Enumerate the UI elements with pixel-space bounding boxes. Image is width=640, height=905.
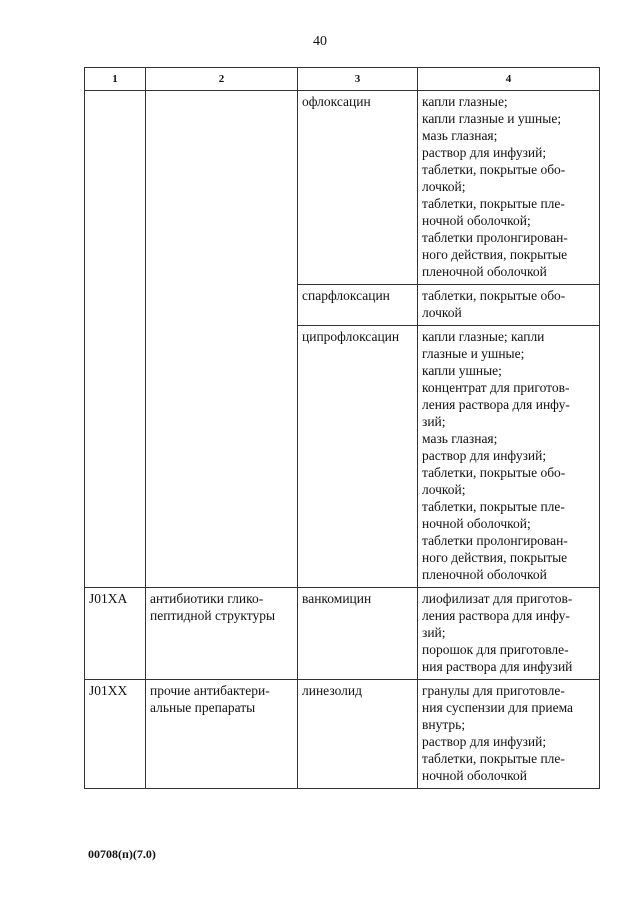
- dosage-form-line: глазные и ушные;: [422, 346, 525, 361]
- dosage-form-line: мазь глазная;: [422, 128, 498, 143]
- dosage-form-line: капли глазные; капли: [422, 329, 545, 344]
- table-header-row: [85, 68, 600, 91]
- dosage-form-line: таблетки, покрытые обо-: [422, 288, 566, 303]
- group-name-line: альные препараты: [150, 700, 256, 715]
- group-name-cell: [146, 91, 298, 588]
- dosage-form-line: таблетки, покрытые пле-: [422, 751, 565, 766]
- column-header-2: 2: [146, 68, 298, 91]
- dosage-form-line: капли глазные;: [422, 94, 508, 109]
- dosage-form-line: пленочной оболочкой: [422, 264, 547, 279]
- drug-name-cell: линезолид: [298, 680, 418, 789]
- atc-code-cell: J01XA: [85, 588, 146, 680]
- dosage-form-line: раствор для инфузий;: [422, 448, 547, 463]
- dosage-form-line: таблетки, покрытые пле-: [422, 499, 565, 514]
- dosage-form-line: лочкой;: [422, 482, 466, 497]
- dosage-form-line: таблетки, покрытые обо-: [422, 162, 566, 177]
- table-row: [85, 588, 600, 680]
- dosage-form-line: пленочной оболочкой: [422, 567, 547, 582]
- group-name-line: пептидной структуры: [150, 608, 276, 623]
- dosage-form-line: ночной оболочкой: [422, 768, 527, 783]
- column-header-1: 1: [85, 68, 146, 91]
- column-header-3: 3: [298, 68, 418, 91]
- drug-name-cell: ципрофлоксацин: [298, 326, 418, 588]
- dosage-form-line: гранулы для приготовле-: [422, 683, 565, 698]
- dosage-form-line: таблетки, покрытые обо-: [422, 465, 566, 480]
- dosage-forms-cell: [418, 91, 600, 285]
- dosage-form-line: ления раствора для инфу-: [422, 397, 570, 412]
- dosage-form-line: зий;: [422, 625, 446, 640]
- atc-code-cell: [85, 91, 146, 588]
- drug-name-cell: офлоксацин: [298, 91, 418, 285]
- table-row: [85, 91, 600, 285]
- group-name-cell: [146, 680, 298, 789]
- dosage-form-line: ления раствора для инфу-: [422, 608, 570, 623]
- dosage-form-line: лиофилизат для приготов-: [422, 591, 573, 606]
- dosage-form-line: капли глазные и ушные;: [422, 111, 562, 126]
- dosage-form-line: лочкой: [422, 305, 462, 320]
- dosage-form-line: ного действия, покрытые: [422, 247, 568, 262]
- dosage-form-line: капли ушные;: [422, 363, 502, 378]
- dosage-form-line: ния суспензии для приема: [422, 700, 574, 715]
- dosage-form-line: зий;: [422, 414, 446, 429]
- drug-list-table: [84, 67, 600, 789]
- dosage-form-line: порошок для приготовле-: [422, 642, 569, 657]
- dosage-form-line: таблетки пролонгирован-: [422, 230, 568, 245]
- dosage-form-line: внутрь;: [422, 717, 466, 732]
- dosage-form-line: раствор для инфузий;: [422, 145, 547, 160]
- group-name-line: прочие антибактери-: [150, 683, 270, 698]
- document-code: 00708(п)(7.0): [88, 847, 156, 861]
- drug-name-cell: ванкомицин: [298, 588, 418, 680]
- dosage-form-line: мазь глазная;: [422, 431, 498, 446]
- column-header-4: 4: [418, 68, 600, 91]
- page-number: 40: [313, 34, 327, 49]
- dosage-form-line: лочкой;: [422, 179, 466, 194]
- dosage-form-line: ночной оболочкой;: [422, 516, 531, 531]
- dosage-form-line: ночной оболочкой;: [422, 213, 531, 228]
- dosage-form-line: ного действия, покрытые: [422, 550, 568, 565]
- dosage-forms-cell: [418, 588, 600, 680]
- table-row: [85, 680, 600, 789]
- group-name-cell: [146, 588, 298, 680]
- dosage-form-line: ния раствора для инфузий: [422, 659, 573, 674]
- group-name-line: антибиотики глико-: [150, 591, 264, 606]
- atc-code-cell: J01XX: [85, 680, 146, 789]
- dosage-form-line: концентрат для приготов-: [422, 380, 570, 395]
- dosage-form-line: раствор для инфузий;: [422, 734, 547, 749]
- dosage-forms-cell: [418, 285, 600, 326]
- dosage-forms-cell: [418, 326, 600, 588]
- drug-name-cell: спарфлоксацин: [298, 285, 418, 326]
- dosage-forms-cell: [418, 680, 600, 789]
- dosage-form-line: таблетки, покрытые пле-: [422, 196, 565, 211]
- dosage-form-line: таблетки пролонгирован-: [422, 533, 568, 548]
